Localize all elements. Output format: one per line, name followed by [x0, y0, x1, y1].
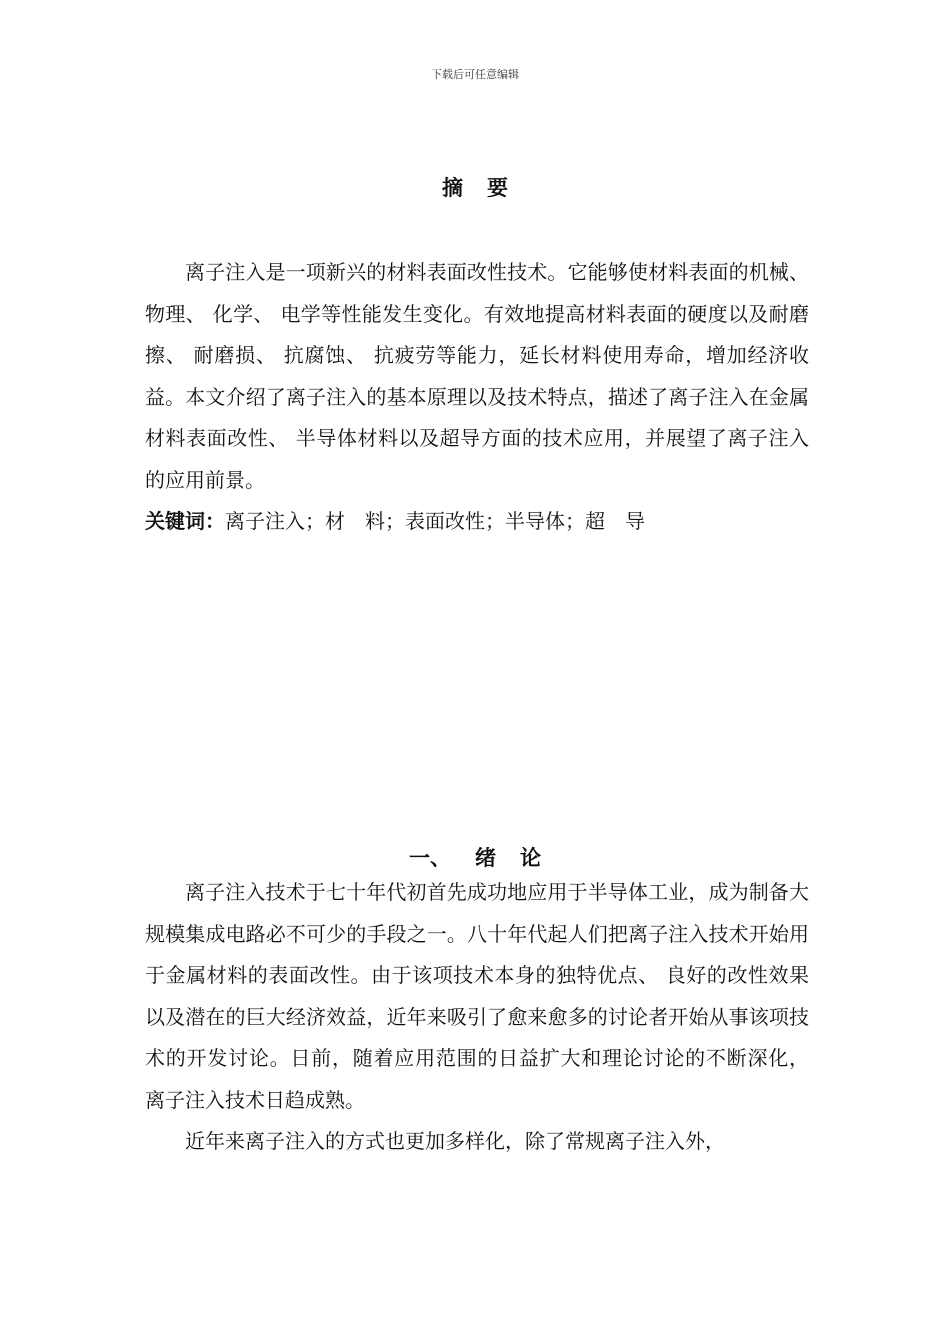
section-title-part2: 论	[520, 846, 541, 870]
abstract-title-part1: 摘	[442, 176, 463, 200]
header-note: 下载后可任意编辑	[431, 68, 519, 81]
abstract-title-part2: 要	[487, 176, 508, 200]
section-title-part1: 绪	[475, 846, 496, 870]
abstract-section	[145, 252, 809, 543]
keywords-line	[145, 501, 809, 543]
introduction-section	[145, 872, 809, 1163]
abstract-paragraph: 离子注入是一项新兴的材料表面改性技术。它能够使材料表面的机械、 物理、 化学、 电学等性能发生变化。有效地提高材料表面的硬度以及耐磨擦、 耐磨损、 抗腐蚀、 抗疲劳等能力，延长材料使用寿命，增加经济收益。本文介绍了离子注入的基本原理以及技术特点，描述了离子注入在金属材料表面改性、 半导体材料以及超导方面的技术应用，并展望了离子注入的应用前景。	[145, 260, 809, 492]
intro-paragraph-2: 近年来离子注入的方式也更加多样化，除了常规离子注入外，	[185, 1129, 725, 1153]
keywords-label: 关键词：	[145, 509, 225, 533]
intro-paragraph-1: 离子注入技术于七十年代初首先成功地应用于半导体工业，成为制备大规模集成电路必不可少的手段之一。八十年代起人们把离子注入技术开始用于金属材料的表面改性。由于该项技术本身的独特优点、 良好的改性效果以及潜在的巨大经济效益，近年来吸引了愈来愈多的讨论者开始从事该项技术的开发讨论。日前，随着应用范围的日益扩大和理论讨论的不断深化， 离子注入技术日趋成熟。	[145, 880, 809, 1112]
abstract-title	[0, 172, 950, 202]
section-title	[0, 842, 950, 872]
section-number: 一、	[409, 846, 451, 870]
keywords-value: 离子注入；材 料；表面改性；半导体；超 导	[225, 509, 645, 533]
